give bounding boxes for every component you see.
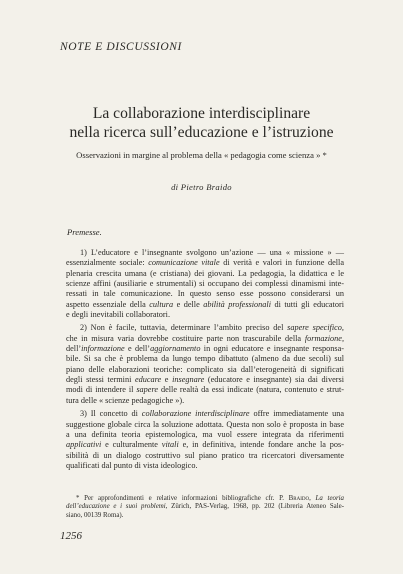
text-line: plenaria crescita umana (e cristiana) dei giovani. La pedagogia, la didattica e le — [66, 268, 344, 278]
text-line: qualificati dal punto di vista ideologico. — [66, 460, 198, 470]
author-byline: di Pietro Braido — [171, 182, 232, 192]
article-title-line-2: nella ricerca sull’educazione e l’istruzione — [69, 124, 334, 141]
text-line: aspetto essenziale della cultura e delle abilità professionali di tutti gli educatori — [66, 299, 344, 309]
text-line: essenzialmente sociale: comunicazione vitale di verità e valori in funzione della — [66, 258, 344, 268]
paragraph — [66, 248, 344, 320]
text-line: 3) Il concetto di collaborazione interdisciplinare offre immediatamente una — [80, 409, 344, 419]
text-line: piano delle elaborazioni teoriche: complicato sia dall’eterogeneità di significati — [66, 364, 344, 374]
running-head: NOTE E DISCUSSIONI — [60, 41, 182, 53]
section-heading: Premesse. — [67, 227, 102, 237]
article-title-line-1: La collaborazione interdisciplinare — [92, 105, 311, 122]
text-line: suggestione globale circa la soluzione adottata. Questa non solo è proposta in base — [66, 419, 344, 429]
text-line: 1) L’educatore e l’insegnante svolgono un’azione — una « missione » — — [80, 248, 344, 257]
text-line: applicativi e culturalmente vitali e, in definitiva, intende fondare anche la pos- — [66, 440, 344, 450]
footnote-line: dell’educazione e i suoi problemi, Zürich, PAS-Verlag, 1968, pp. 202 (Libreria Ateneo Sale- — [66, 503, 344, 511]
text-line: e degli inevitabili collaboratori. — [66, 310, 171, 320]
footnote — [66, 495, 344, 520]
paragraph — [66, 409, 344, 471]
article-title — [0, 104, 403, 142]
text-line: tura delle « scienze pedagogiche »). — [66, 395, 185, 405]
text-line: ressati in tale comunicazione. In questo senso esse possono considerarsi un — [66, 289, 344, 299]
body-text — [66, 248, 344, 474]
footnote-line: siano, 00139 Roma). — [66, 511, 124, 519]
text-line: 2) Non è facile, tuttavia, determinare l’ambito preciso del sapere specifico, — [80, 323, 344, 333]
text-line: bile. Si sa che è problema da lungo tempo dibattuto (almeno da due secoli) sul — [66, 354, 344, 364]
text-line: a una definita teoria epistemologica, ma vuol essere integrata da riferimenti — [66, 429, 344, 439]
text-line: scienze affini (ausiliarie e strumentali) si occupano dei complessi dinamismi inte- — [66, 279, 344, 289]
text-line: che in misura varia dovrebbe costituire parte non trascurabile della formazione, — [66, 333, 344, 343]
article-subtitle: Osservazioni in margine al problema della « pedagogia come scienza » * — [76, 150, 327, 160]
text-line: modi di intendere il sapere delle realtà da essi indicate (natura, contenuto e strut- — [66, 385, 344, 395]
text-line: dell’informazione e dell’aggiornamento in ogni educatore e insegnante responsa- — [66, 344, 345, 354]
footnote-line: * Per approfondimenti e relative informazioni bibliografiche cfr. P. Braido, La teoria — [76, 495, 344, 502]
text-line: sibilità di un dialogo costruttivo sul piano pratico tra ricercatori diversamente — [66, 450, 344, 460]
text-line: degli stessi termini educare e insegnare (educatore e insegnante) sia dai diversi — [66, 375, 344, 385]
page-number: 1256 — [60, 530, 82, 542]
paragraph — [66, 323, 344, 406]
